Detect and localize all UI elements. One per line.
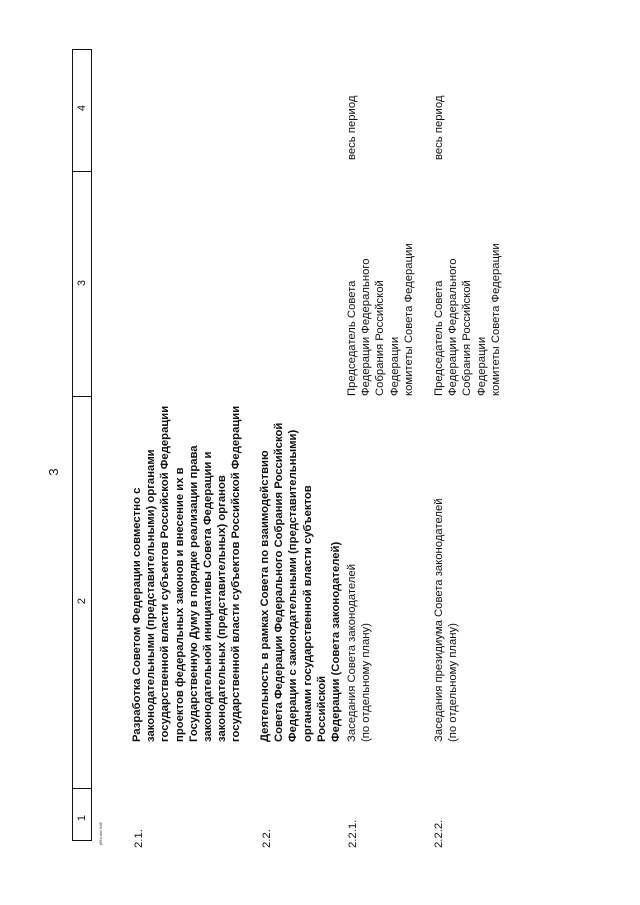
- row-description: Заседания президиума Совета законодателей (по отдельному плану): [433, 498, 460, 742]
- row-description: Деятельность в рамках Совета по взаимодействию Совета Федерации Федерального Собрания Российской Федерации с законодательными (представительными) органами государственной власти субъектов Российской Федерации (Совета законодателей): [259, 422, 343, 742]
- column-header-1: 1: [76, 814, 88, 822]
- footer-document-code: j654.doc 845: [98, 822, 103, 845]
- table-header-right-border: [91, 49, 92, 841]
- table-header-bottom-border: [72, 840, 92, 841]
- column-divider-3: [72, 396, 92, 397]
- row-term: весь период: [433, 95, 445, 160]
- column-divider-2: [72, 171, 92, 172]
- page-number: 3: [46, 468, 61, 476]
- column-header-2: 2: [76, 597, 88, 605]
- row-number: 2.1.: [133, 829, 145, 848]
- column-divider-4: [72, 788, 92, 789]
- row-responsible: Председатель Совета Федерации Федерального Собрания Российской Федерации комитеты Совета Федерации: [346, 243, 415, 396]
- row-description: Заседания Совета законодателей (по отдельному плану): [346, 563, 373, 742]
- row-description: Разработка Советом Федерации совместно с законодательными (представительными) органами государственной власти субъектов Российской Федерации проектов федеральных законов и внесение их в Государственную Думу в порядке реализации права законодательной инициативы Совета Федерации и законодательных (представительных) органов государственной власти субъектов Российской Федерации: [131, 405, 243, 742]
- column-divider-1: [72, 49, 92, 50]
- column-header-3: 3: [76, 279, 88, 287]
- row-number: 2.2.1.: [347, 819, 359, 848]
- row-term: весь период: [346, 95, 358, 160]
- column-header-4: 4: [76, 104, 88, 112]
- row-number: 2.2.2.: [433, 819, 445, 848]
- row-number: 2.2.: [261, 829, 273, 848]
- table-header-left-border: [72, 49, 73, 841]
- row-responsible: Председатель Совета Федерации Федерального Собрания Российской Федерации комитеты Совета Федерации: [433, 243, 502, 396]
